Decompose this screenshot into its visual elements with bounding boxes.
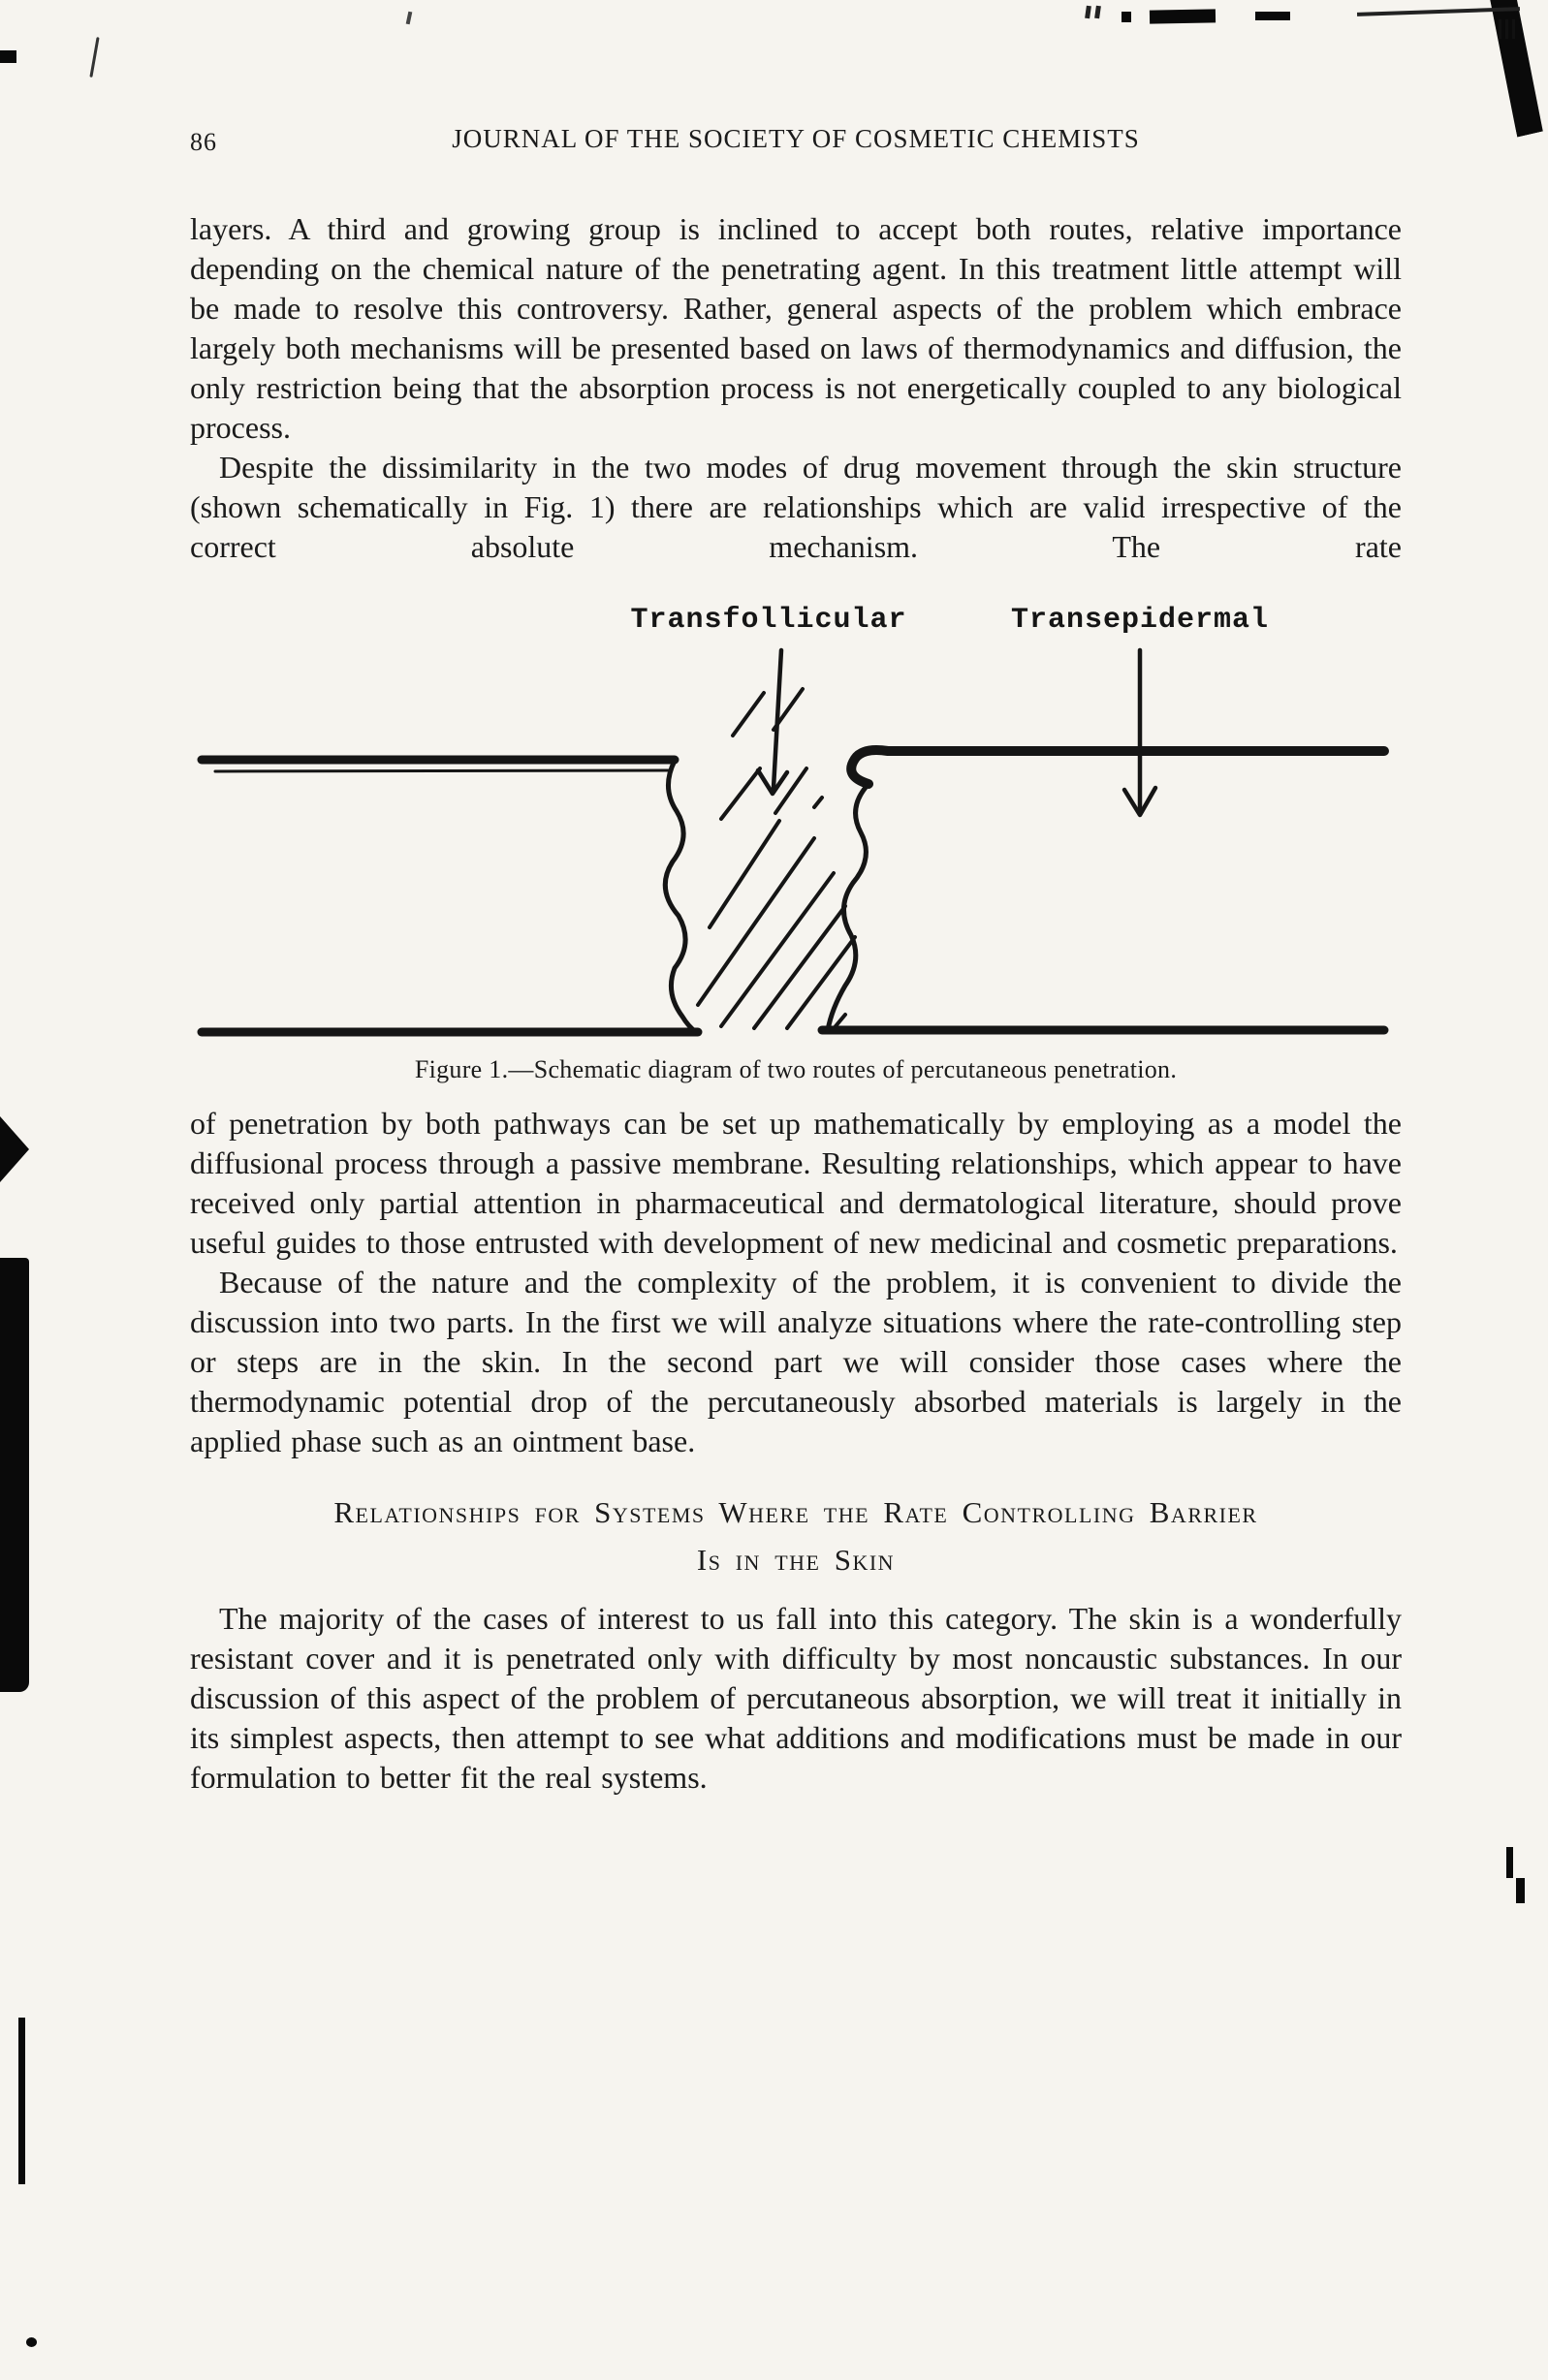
figure-caption: Figure 1.—Schematic diagram of two routes of percutaneous penetration.	[414, 1055, 1178, 1083]
scan-artifact-top-left-slash	[89, 37, 99, 78]
scan-artifact-top-right-ticks	[1499, 19, 1515, 39]
section-heading	[190, 1488, 1402, 1583]
scan-artifact-top-square	[1122, 12, 1131, 22]
body-text	[190, 209, 1402, 1798]
scan-artifact-top-quote-1	[1085, 6, 1091, 19]
scan-artifact-bottom-dot	[26, 2337, 37, 2347]
section-heading-line-2: Is in the Skin	[696, 1543, 896, 1577]
follicle-right-edge	[828, 784, 869, 1030]
section-heading-line-1: Relationships for Systems Where the Rate Controlling Barrier	[333, 1495, 1258, 1529]
paragraph-1: layers. A third and growing group is inclined to accept both routes, relative importance depending on the chemical nature of the penetrating agent. In this treatment little attempt will be made to resolve this controversy. Rather, general aspects of the problem which embrace largely both mechanisms will be presented based on laws of thermodynamics and diffusion, the only restriction being that the absorption process is not energetically coupled to any biological process.	[190, 211, 1402, 445]
skin-surface-left	[202, 760, 675, 771]
transepidermal-arrow	[1124, 650, 1155, 815]
scan-artifact-top-left-square	[0, 50, 16, 63]
follicle-left-edge	[665, 761, 696, 1032]
figure-1-diagram	[190, 594, 1402, 1049]
journal-title: JOURNAL OF THE SOCIETY OF COSMETIC CHEMISTS	[452, 124, 1140, 153]
text-column	[190, 124, 1402, 1798]
paragraph-5: The majority of the cases of interest to us fall into this category. The skin is a wonderfully resistant cover and it is penetrated only with difficulty by most noncaustic substances. In our discussion of this aspect of the problem of percutaneous absorption, we will treat it initially in its simplest aspects, then attempt to see what additions and modifications must be made in our formulation to better fit the real systems.	[190, 1601, 1402, 1795]
scan-artifact-left-bar	[0, 1258, 29, 1692]
scan-artifact-corner-mark	[1485, 0, 1548, 138]
page-header	[190, 124, 1402, 165]
scan-artifact-left-thin-line	[18, 2018, 25, 2184]
scan-artifact-right-tick-2	[1516, 1878, 1525, 1903]
scan-artifact-right-tick-1	[1506, 1847, 1513, 1878]
paragraph-2: Despite the dissimilarity in the two modes of drug movement through the skin structure (shown schematically in Fig. 1) there are relationships which are valid irrespective of the correct absolute mechanism. The rate	[190, 450, 1402, 564]
figure-1	[190, 594, 1402, 1084]
page-number: 86	[190, 128, 217, 156]
skin-bottom-line	[202, 1030, 1384, 1032]
skin-surface-right	[851, 750, 1384, 784]
scan-artifact-top-bar-1	[1150, 9, 1216, 23]
transepidermal-label: Transepidermal	[1010, 604, 1270, 637]
scan-artifact-top-center-tick	[406, 12, 413, 25]
scan-artifact-top-bar-2	[1255, 12, 1290, 20]
paragraph-3: of penetration by both pathways can be set up mathematically by employing as a model the diffusional process through a passive membrane. Resulting relationships, which appear to have received only partial attention in pharmaceutical and dermatological literature, should prove useful guides to those entrusted with development of new medicinal and cosmetic preparations.	[190, 1106, 1402, 1260]
paragraph-4: Because of the nature and the complexity of the problem, it is convenient to divide the discussion into two parts. In the first we will analyze situations where the rate-controlling step or steps are in the skin. In the second part we will consider those cases where the thermodynamic potential drop of the percutaneously absorbed materials is largely in the applied phase such as an ointment base.	[190, 1265, 1402, 1458]
scan-artifact-left-triangle	[0, 1116, 29, 1182]
scan-artifact-top-quote-2	[1094, 6, 1101, 19]
transfollicular-arrow	[758, 650, 787, 794]
transfollicular-label: Transfollicular	[630, 604, 907, 637]
